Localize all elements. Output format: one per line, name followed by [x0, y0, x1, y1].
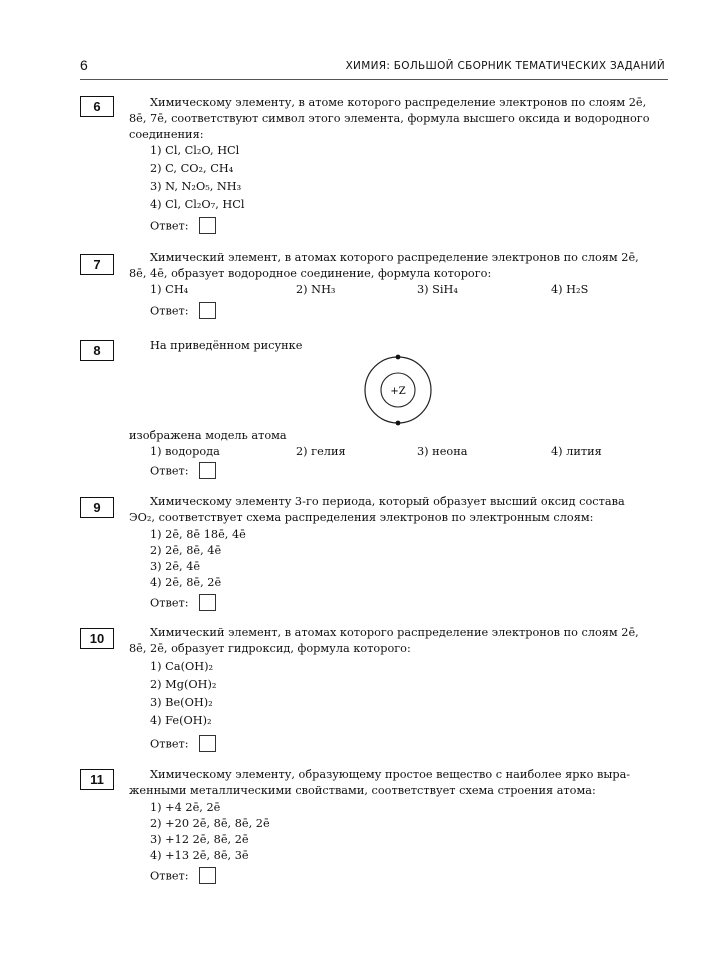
q6-option-2[interactable]: 2) C, CO₂, CH₄ — [150, 162, 234, 175]
q10-option-3[interactable]: 3) Be(OH)₂ — [150, 696, 213, 709]
nucleus-charge-label: +Z — [390, 386, 406, 397]
q10-stem-line-1: Химический элемент, в атомах которого распределение электронов по слоям 2ē, — [150, 626, 639, 639]
answer-label: Ответ: — [150, 596, 189, 610]
q6-answer-box[interactable] — [199, 217, 216, 234]
question-number-9: 9 — [80, 497, 114, 518]
q8-option-3[interactable]: 3) неона — [417, 445, 468, 458]
electron-top — [396, 355, 401, 360]
q7-option-3[interactable]: 3) SiH₄ — [417, 283, 458, 296]
q11-option-2[interactable]: 2) +20 2ē, 8ē, 8ē, 2ē — [150, 817, 270, 830]
q8-option-2[interactable]: 2) гелия — [296, 445, 346, 458]
electron-bottom — [396, 421, 401, 426]
q11-stem-line-2: женными металлическими свойствами, соответствует схема строения атома: — [129, 784, 596, 797]
question-number-10: 10 — [80, 628, 114, 649]
question-number-11: 11 — [80, 769, 114, 790]
q8-continuation: изображена модель атома — [129, 429, 287, 442]
q9-option-3[interactable]: 3) 2ē, 4ē — [150, 560, 201, 573]
q11-option-1[interactable]: 1) +4 2ē, 2ē — [150, 801, 221, 814]
answer-label: Ответ: — [150, 219, 189, 233]
q6-stem-line-2: 8ē, 7ē, соответствуют символ этого элемента, формула высшего оксида и водородного — [129, 112, 650, 125]
q6-stem-line-1: Химическому элементу, в атоме которого распределение электронов по слоям 2ē, — [150, 96, 647, 109]
answer-label: Ответ: — [150, 737, 189, 751]
q6-option-4[interactable]: 4) Cl, Cl₂O₇, HCl — [150, 198, 245, 211]
q8-answer-row — [150, 463, 216, 480]
q6-stem-line-3: соединения: — [129, 128, 204, 141]
q11-answer-row — [150, 868, 216, 885]
page-number: 6 — [80, 57, 88, 73]
question-number-6: 6 — [80, 96, 114, 117]
q9-stem-line-1: Химическому элементу 3-го периода, который образует высший оксид состава — [150, 495, 625, 508]
running-title: ХИМИЯ: БОЛЬШОЙ СБОРНИК ТЕМАТИЧЕСКИХ ЗАДАНИЙ — [345, 60, 665, 72]
q6-answer-row — [150, 218, 216, 235]
q7-option-1[interactable]: 1) CH₄ — [150, 283, 189, 296]
q8-option-4[interactable]: 4) лития — [551, 445, 602, 458]
q11-option-4[interactable]: 4) +13 2ē, 8ē, 3ē — [150, 849, 249, 862]
q9-option-1[interactable]: 1) 2ē, 8ē 18ē, 4ē — [150, 528, 246, 541]
answer-label: Ответ: — [150, 464, 189, 478]
q10-option-1[interactable]: 1) Ca(OH)₂ — [150, 660, 214, 673]
q8-answer-box[interactable] — [199, 462, 216, 479]
q9-answer-box[interactable] — [199, 594, 216, 611]
q11-option-3[interactable]: 3) +12 2ē, 8ē, 2ē — [150, 833, 249, 846]
answer-label: Ответ: — [150, 304, 189, 318]
q11-answer-box[interactable] — [199, 867, 216, 884]
q10-option-4[interactable]: 4) Fe(OH)₂ — [150, 714, 212, 727]
header-divider — [80, 79, 668, 80]
q7-option-2[interactable]: 2) NH₃ — [296, 283, 336, 296]
question-number-8: 8 — [80, 340, 114, 361]
q8-option-1[interactable]: 1) водорода — [150, 445, 220, 458]
q7-stem-line-1: Химический элемент, в атомах которого распределение электронов по слоям 2ē, — [150, 251, 639, 264]
q10-answer-box[interactable] — [199, 735, 216, 752]
atom-model-figure — [360, 352, 436, 428]
q9-option-2[interactable]: 2) 2ē, 8ē, 4ē — [150, 544, 222, 557]
q10-answer-row — [150, 736, 216, 753]
q9-option-4[interactable]: 4) 2ē, 8ē, 2ē — [150, 576, 222, 589]
q7-answer-box[interactable] — [199, 302, 216, 319]
q9-stem-line-2: ЭО₂, соответствует схема распределения электронов по электронным слоям: — [129, 511, 594, 524]
q6-option-1[interactable]: 1) Cl, Cl₂O, HCl — [150, 144, 240, 157]
q7-stem-line-2: 8ē, 4ē, образует водородное соединение, формула которого: — [129, 267, 492, 280]
q9-answer-row — [150, 595, 216, 612]
q6-option-3[interactable]: 3) N, N₂O₅, NH₃ — [150, 180, 242, 193]
q8-stem-line-1: На приведённом рисунке — [150, 339, 303, 352]
q10-option-2[interactable]: 2) Mg(OH)₂ — [150, 678, 217, 691]
answer-label: Ответ: — [150, 869, 189, 883]
q11-stem-line-1: Химическому элементу, образующему простое вещество с наиболее ярко выра- — [150, 768, 631, 781]
q10-stem-line-2: 8ē, 2ē, образует гидроксид, формула которого: — [129, 642, 411, 655]
q7-option-4[interactable]: 4) H₂S — [551, 283, 589, 296]
q7-answer-row — [150, 303, 216, 320]
question-number-7: 7 — [80, 254, 114, 275]
